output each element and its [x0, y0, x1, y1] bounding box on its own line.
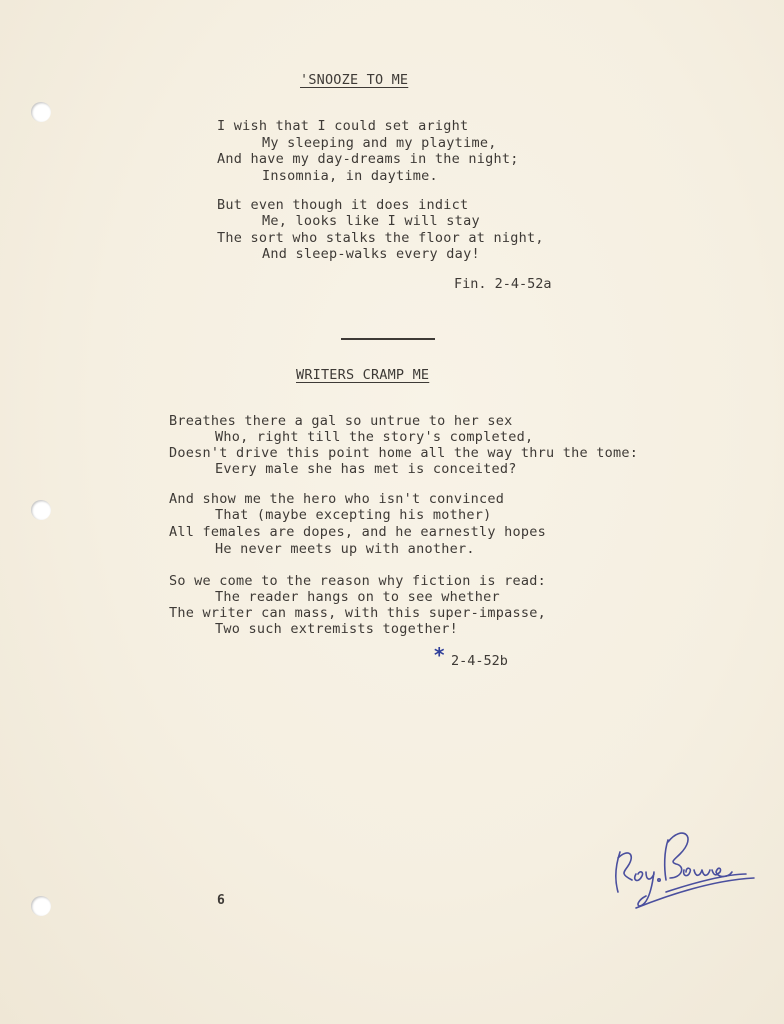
poem2-line: Every male she has met is conceited? — [215, 461, 517, 477]
poem2-line: Breathes there a gal so untrue to her sex — [169, 413, 513, 429]
poem1-line: And have my day-dreams in the night; — [217, 151, 519, 167]
poem2-line: So we come to the reason why fiction is read: — [169, 573, 546, 589]
poem2-line: And show me the hero who isn't convinced — [169, 491, 505, 507]
poem2-line: Doesn't drive this point home all the way thru the tome: — [169, 445, 639, 461]
poem1-line: Me, looks like I will stay — [262, 213, 480, 229]
poem2-line: Two such extremists together! — [215, 621, 458, 637]
poem2-line: The writer can mass, with this super-impasse, — [169, 605, 546, 621]
signature-image — [606, 818, 756, 914]
poem1-line: The sort who stalks the floor at night, — [217, 230, 544, 246]
poem1-line: And sleep-walks every day! — [262, 246, 480, 262]
poem2-line: That (maybe excepting his mother) — [215, 507, 492, 523]
poem2-line: He never meets up with another. — [215, 541, 475, 557]
binder-hole-top — [31, 102, 51, 122]
poem1-line: I wish that I could set aright — [217, 118, 469, 134]
poem1-line: My sleeping and my playtime, — [262, 135, 497, 151]
asterisk-mark: * — [434, 643, 445, 667]
poem1-date: Fin. 2-4-52a — [454, 276, 552, 292]
poem2-date: 2-4-52b — [451, 653, 508, 669]
poem1-line: Insomnia, in daytime. — [262, 168, 438, 184]
poem2-title: WRITERS CRAMP ME — [296, 367, 430, 383]
binder-hole-bottom — [31, 896, 51, 916]
poem1-line: But even though it does indict — [217, 197, 469, 213]
poem2-line: Who, right till the story's completed, — [215, 429, 534, 445]
poem1-title: 'SNOOZE TO ME — [300, 72, 409, 88]
poem2-line: All females are dopes, and he earnestly hopes — [169, 524, 546, 540]
section-divider — [341, 338, 435, 340]
poem2-line: The reader hangs on to see whether — [215, 589, 500, 605]
binder-hole-middle — [31, 500, 51, 520]
page-number: 6 — [217, 893, 225, 908]
